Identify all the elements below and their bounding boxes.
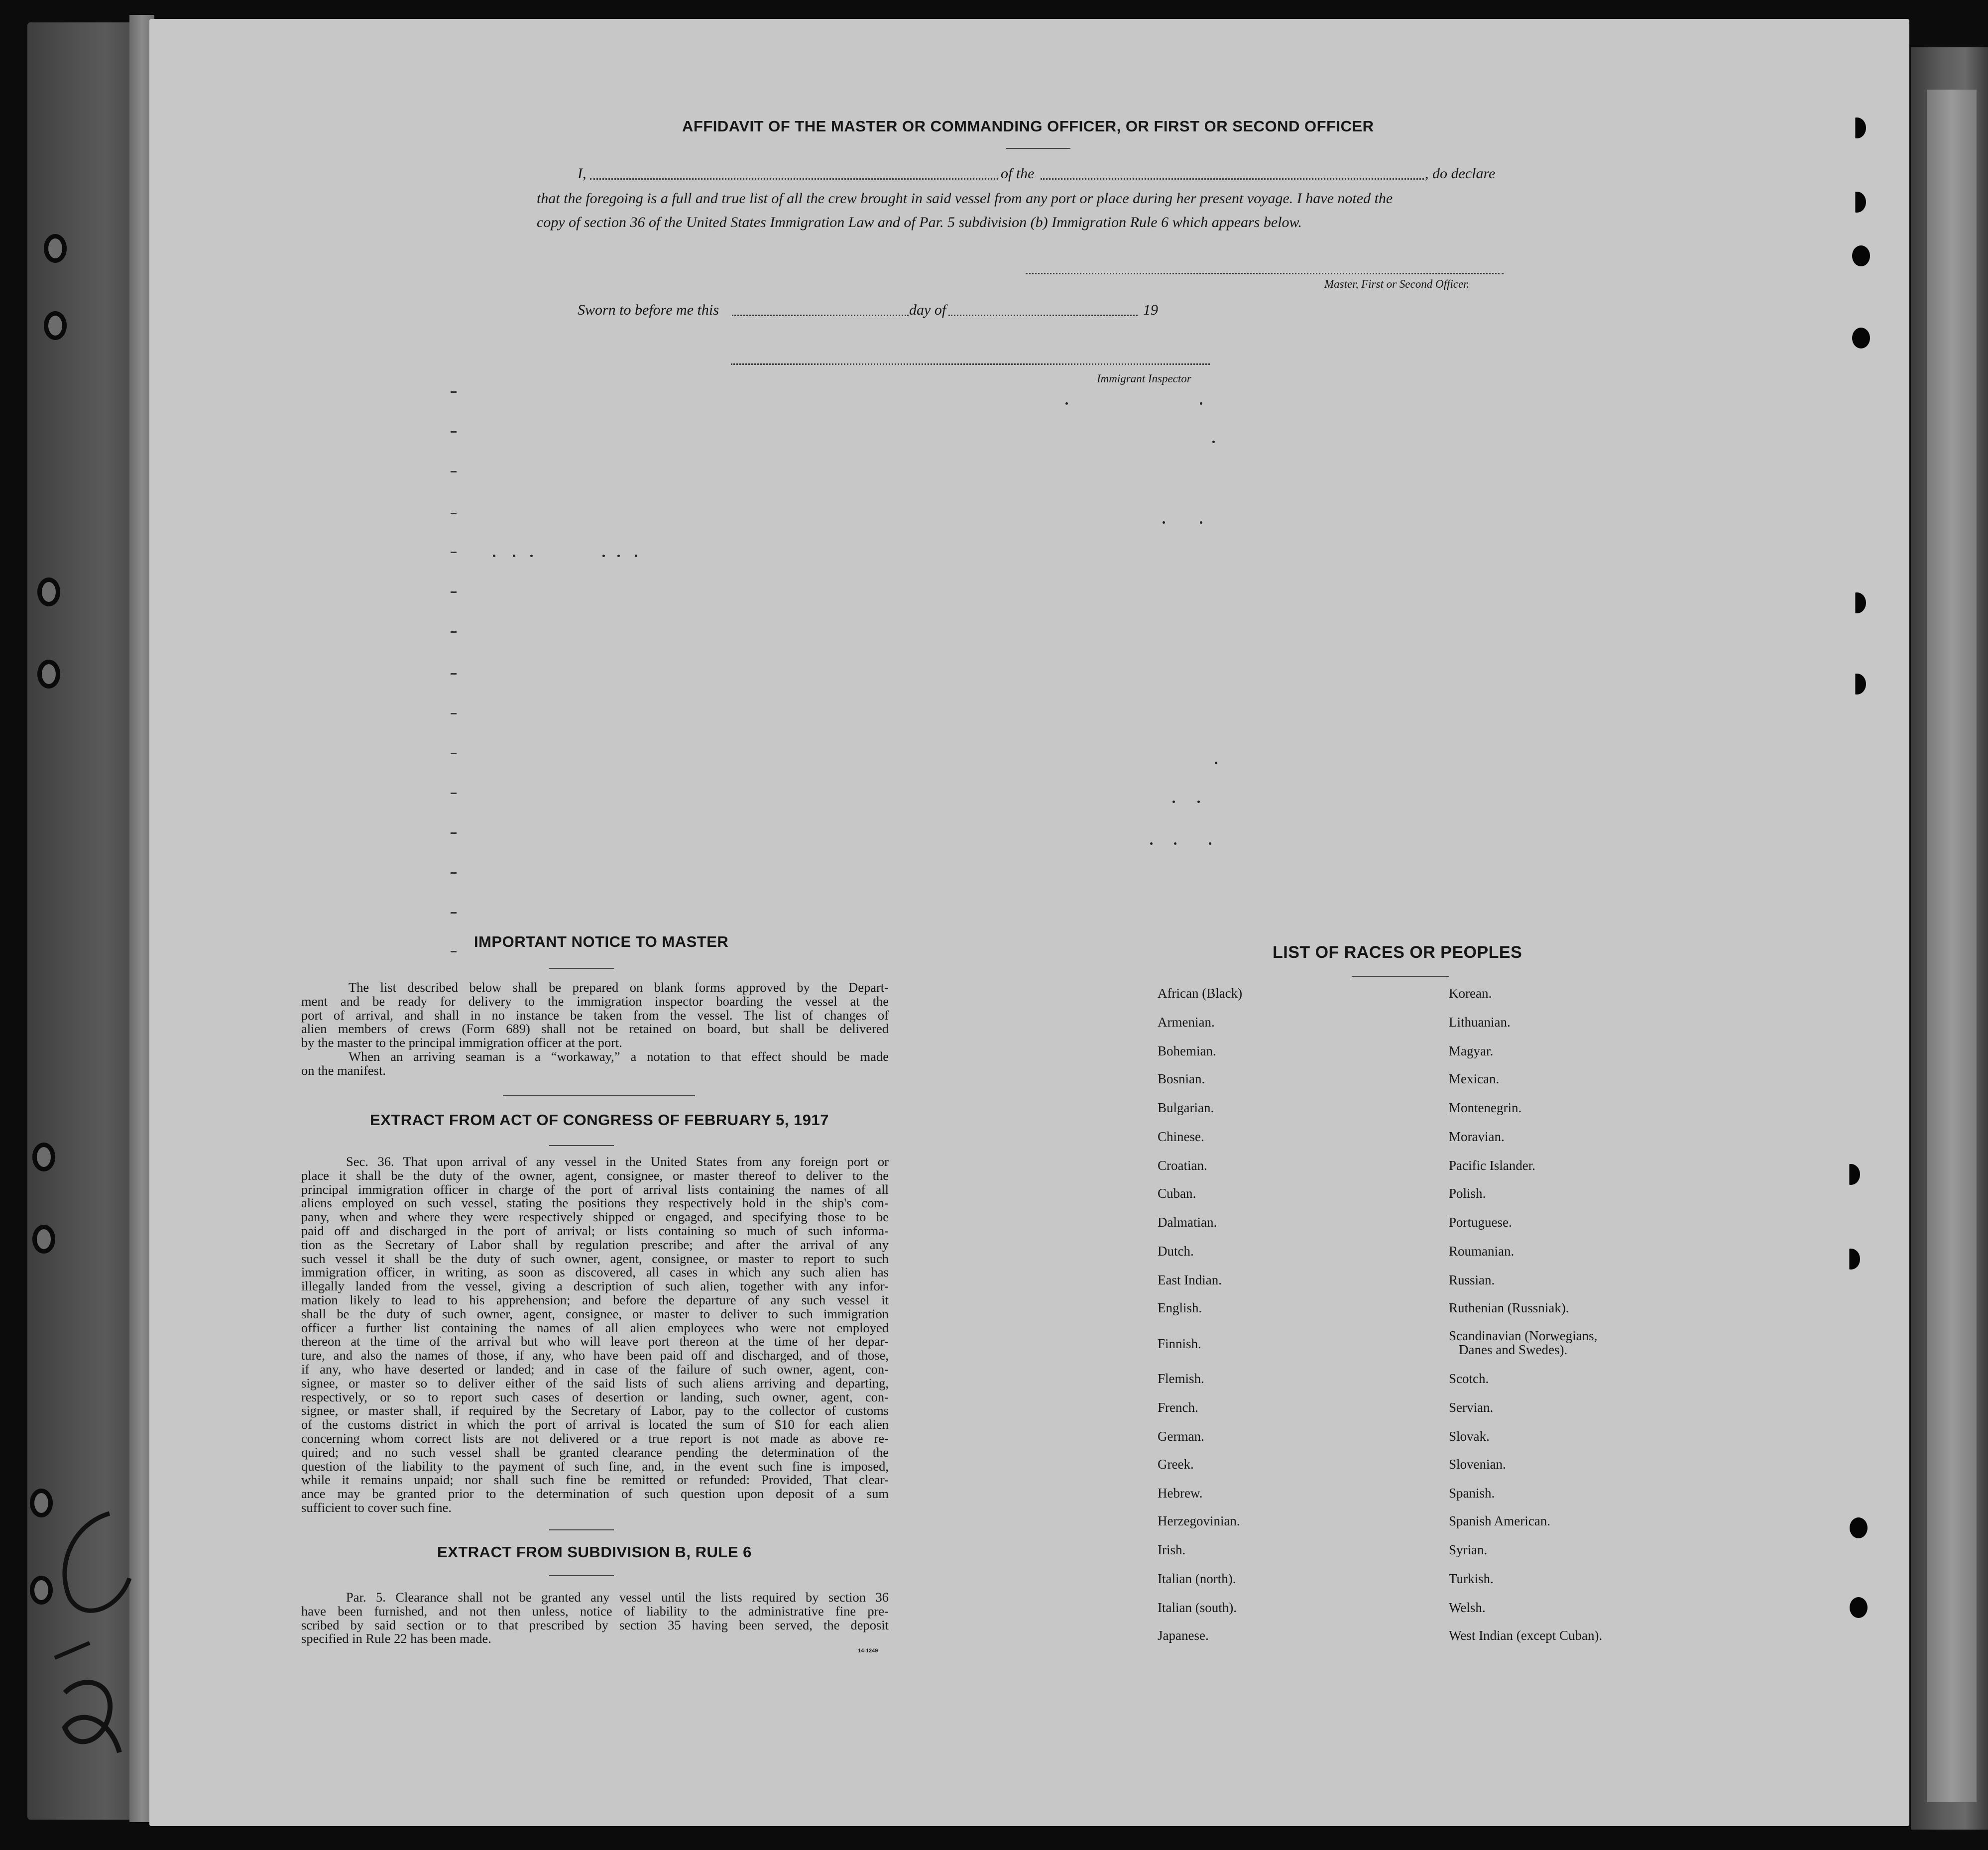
- race-item: German.: [1158, 1429, 1204, 1444]
- section-rule: [549, 1529, 614, 1530]
- rule-line: have been furnished, and not then unless, notice of liability to the administrative fine pre-: [301, 1603, 889, 1619]
- sworn-day-of-label: day of: [909, 302, 946, 318]
- race-item: East Indian.: [1158, 1272, 1222, 1287]
- act-line: Sec. 36. That upon arrival of any vessel in the United States from any foreign port or: [346, 1154, 889, 1169]
- speck: [1212, 441, 1215, 443]
- race-item: Scandinavian (Norwegians,: [1449, 1328, 1598, 1343]
- section-rule: [503, 1095, 695, 1096]
- act-line: question of the liability to the payment of such fine, and, in the event such fine is imposed,: [301, 1458, 889, 1474]
- race-item: Welsh.: [1449, 1600, 1486, 1615]
- race-item: Moravian.: [1449, 1129, 1505, 1144]
- punch-hole: [1842, 1164, 1860, 1185]
- heading-rule: [1006, 148, 1070, 149]
- race-item: Magyar.: [1449, 1043, 1494, 1058]
- notice-line: on the manifest.: [301, 1062, 386, 1078]
- notice-line: by the master to the principal immigration officer at the port.: [301, 1035, 622, 1050]
- race-item: Montenegrin.: [1449, 1100, 1522, 1115]
- act-line: tion as the Secretary of Labor shall by regulation prescribe; and after the arrival of any: [301, 1237, 889, 1252]
- notice-line: The list described below shall be prepared on blank forms approved by the Depart-: [349, 980, 889, 995]
- list-dash: [451, 832, 457, 834]
- race-item: Flemish.: [1158, 1371, 1204, 1386]
- affidavit-declare-label: , do declare: [1425, 165, 1496, 182]
- act-line: pany, when and where they were respectively shipped or engaged, and specifying those to be: [301, 1209, 889, 1225]
- punch-hole: [1848, 117, 1866, 138]
- inspector-signature-field[interactable]: [731, 363, 1210, 365]
- act-line: thereon at the time of the arrival but who will leave port thereon at the time of her depar-: [301, 1334, 889, 1349]
- affidavit-i-label: I,: [578, 165, 586, 182]
- rule-extract-body: [301, 1591, 889, 1646]
- rule-line: scribed by said section or to that prescribed by section 35 having been served, the deposit: [301, 1617, 889, 1632]
- list-dash: [451, 872, 457, 874]
- notice-line: When an arriving seaman is a “workaway,” a notation to that effect should be made: [349, 1048, 889, 1064]
- act-line: mation likely to lead to his apprehension; and before the departure of any such vessel it: [301, 1292, 889, 1307]
- act-line: ture, and also the names of those, if any, who have been paid off and discharged, and of those,: [301, 1348, 889, 1363]
- race-item: Ruthenian (Russniak).: [1449, 1300, 1569, 1315]
- speck: [1150, 842, 1153, 845]
- act-extract-heading: EXTRACT FROM ACT OF CONGRESS OF FEBRUARY 5, 1917: [370, 1111, 829, 1129]
- master-signature-label: Master, First or Second Officer.: [1324, 278, 1470, 290]
- speck: [1215, 762, 1217, 764]
- race-item: Roumanian.: [1449, 1244, 1515, 1259]
- speck: [1065, 402, 1068, 405]
- race-item: Mexican.: [1449, 1071, 1500, 1086]
- race-item: Polish.: [1449, 1186, 1486, 1201]
- master-name-field[interactable]: [590, 178, 998, 180]
- race-item: Cuban.: [1158, 1186, 1196, 1201]
- race-item: Croatian.: [1158, 1158, 1207, 1173]
- binder-ring: [37, 660, 60, 689]
- race-item: Spanish American.: [1449, 1513, 1550, 1528]
- race-item: Pacific Islander.: [1449, 1158, 1535, 1173]
- speck: [1200, 402, 1202, 405]
- heading-rule: [549, 1575, 614, 1576]
- punch-hole: [1852, 328, 1870, 348]
- race-item: Korean.: [1449, 986, 1492, 1001]
- list-dash: [451, 431, 457, 433]
- race-item-continuation: Danes and Swedes).: [1459, 1342, 1568, 1357]
- race-item: Dutch.: [1158, 1244, 1194, 1259]
- speck: [1209, 842, 1211, 845]
- race-item: Lithuanian.: [1449, 1015, 1511, 1030]
- manifest-page: [149, 19, 1909, 1826]
- speck: [602, 555, 605, 557]
- race-item: Spanish.: [1449, 1486, 1495, 1501]
- punch-hole: [1850, 1517, 1868, 1538]
- notice-line: alien members of crews (Form 689) shall not be retained on board, but shall be delivered: [301, 1021, 889, 1037]
- act-line: if any, who have deserted or landed; and in case of the failure of such owner, agent, con-: [301, 1361, 889, 1377]
- punch-hole: [1848, 592, 1866, 613]
- binder-ring: [44, 311, 67, 340]
- punch-hole: [1848, 674, 1866, 694]
- speck: [1197, 801, 1200, 803]
- list-dash: [451, 513, 457, 514]
- punch-hole: [1842, 1249, 1860, 1270]
- heading-rule: [1352, 976, 1449, 977]
- speck: [617, 555, 620, 557]
- act-line: place it shall be the duty of the owner, agent, consignee, or master thereof to deliver to the: [301, 1167, 889, 1183]
- act-line: ance may be granted prior to the determination of such question upon deposit of a sum: [301, 1486, 889, 1502]
- binder-ring: [32, 1143, 55, 1171]
- list-dash: [451, 552, 457, 553]
- affidavit-of-the-label: of the: [1001, 165, 1035, 182]
- sworn-label: Sworn to before me this: [578, 302, 719, 318]
- act-line: aliens employed on such vessel, stating the positions they respectively hold in the ship's com-: [301, 1195, 889, 1211]
- notice-line: ment and be ready for delivery to the immigration inspector boarding the vessel at the: [301, 993, 889, 1009]
- notice-line: port of arrival, and shall in no instance be taken from the vessel. The list of changes of: [301, 1007, 889, 1023]
- race-item: Servian.: [1449, 1400, 1494, 1415]
- race-item: Slovenian.: [1449, 1457, 1506, 1472]
- race-item: Bosnian.: [1158, 1071, 1205, 1086]
- act-line: respectively, or so to report such cases of desertion or landing, such owner, agent, con-: [301, 1389, 889, 1404]
- act-line: immigration officer, in writing, as soon as discovered, all cases in which any such alien has: [301, 1265, 889, 1280]
- notice-heading: IMPORTANT NOTICE TO MASTER: [474, 933, 729, 950]
- act-line: quired; and no such vessel shall be granted clearance pending the determination of the: [301, 1444, 889, 1460]
- act-line: officer a further list containing the names of all alien employees who were not employed: [301, 1320, 889, 1335]
- race-item: Syrian.: [1449, 1542, 1488, 1557]
- list-dash: [451, 713, 457, 714]
- heading-rule: [549, 1145, 614, 1146]
- affidavit-line-3: copy of section 36 of the United States Immigration Law and of Par. 5 subdivision (b) Immigration Rule 6 which appears below.: [537, 214, 1302, 231]
- race-item: Scotch.: [1449, 1371, 1489, 1386]
- master-signature-field[interactable]: [1026, 273, 1504, 274]
- race-item: Slovak.: [1449, 1429, 1490, 1444]
- race-item: Bulgarian.: [1158, 1100, 1214, 1115]
- race-item: Italian (north).: [1158, 1571, 1236, 1586]
- act-line: sufficient to cover such fine.: [301, 1500, 452, 1515]
- act-line: illegally landed from the vessel, giving a description of such alien, together with any infor-: [301, 1278, 889, 1294]
- heading-rule: [549, 968, 614, 969]
- race-item: English.: [1158, 1300, 1202, 1315]
- sworn-date-field[interactable]: [732, 315, 909, 316]
- act-extract-body: [301, 1155, 889, 1515]
- binder-ring: [32, 1225, 55, 1254]
- pencil-scrawl-mark: [35, 1494, 144, 1772]
- act-line: of the customs district in which the port of arrival is located the sum of $10 for each alien: [301, 1417, 889, 1432]
- list-dash: [451, 391, 457, 393]
- race-item: French.: [1158, 1400, 1198, 1415]
- race-item: Japanese.: [1158, 1628, 1209, 1643]
- speck: [530, 555, 533, 557]
- punch-hole: [1850, 1597, 1868, 1618]
- sworn-year-label: 19: [1143, 302, 1158, 318]
- race-item: Armenian.: [1158, 1015, 1215, 1030]
- inspector-label: Immigrant Inspector: [1097, 372, 1191, 385]
- act-line: signee, or master shall, if required by the Secretary of Labor, pay to the collector of customs: [301, 1403, 889, 1418]
- race-item: Chinese.: [1158, 1129, 1204, 1144]
- speck: [513, 555, 515, 557]
- list-dash: [451, 673, 457, 675]
- notice-paragraph-1: [301, 981, 889, 1078]
- list-dash: [451, 631, 457, 633]
- rule-line: Par. 5. Clearance shall not be granted any vessel until the lists required by section 36: [346, 1590, 889, 1605]
- act-line: while it remains unpaid; nor shall such fine be remitted or refunded: Provided, That clear-: [301, 1472, 889, 1488]
- list-dash: [451, 793, 457, 794]
- affidavit-line-2: that the foregoing is a full and true list of all the crew brought in said vessel from any port or place during her present voyage. I have noted the: [537, 190, 1393, 207]
- list-dash: [451, 912, 457, 914]
- act-line: signee, or master so to deliver either of the said lists of such aliens arriving and departing,: [301, 1375, 889, 1390]
- rule-extract-heading: EXTRACT FROM SUBDIVISION B, RULE 6: [437, 1543, 752, 1561]
- list-dash: [451, 753, 457, 754]
- affidavit-heading: AFFIDAVIT OF THE MASTER OR COMMANDING OFFICER, OR FIRST OR SECOND OFFICER: [682, 117, 1374, 135]
- act-line: concerning whom correct lists are not delivered or a true report is not made as above re-: [301, 1430, 889, 1446]
- list-dash: [451, 951, 457, 952]
- race-item: Greek.: [1158, 1457, 1194, 1472]
- rule-line: specified in Rule 22 has been made.: [301, 1631, 491, 1646]
- speck: [1172, 801, 1175, 803]
- act-line: principal immigration officer in charge of the port of arrival lists containing the names of all: [301, 1181, 889, 1197]
- sworn-month-field[interactable]: [948, 315, 1138, 316]
- race-item: African (Black): [1158, 986, 1243, 1001]
- punch-hole: [1848, 192, 1866, 213]
- list-dash: [451, 591, 457, 593]
- race-item: Irish.: [1158, 1542, 1186, 1557]
- race-item: Russian.: [1449, 1272, 1495, 1287]
- race-item: Herzegovinian.: [1158, 1513, 1240, 1528]
- race-item: West Indian (except Cuban).: [1449, 1628, 1603, 1643]
- stacked-pages-edge-highlight: [1927, 90, 1977, 1802]
- list-dash: [451, 471, 457, 472]
- binder-ring: [44, 234, 67, 263]
- speck: [635, 555, 637, 557]
- act-line: such vessel it shall be the duty of such owner, agent, consignee, or master to report to such: [301, 1251, 889, 1266]
- race-item: Finnish.: [1158, 1336, 1201, 1351]
- speck: [1200, 521, 1202, 524]
- act-line: shall be the duty of such owner, agent, consignee, or master to deliver to such immigration: [301, 1306, 889, 1321]
- race-item: Portuguese.: [1449, 1215, 1512, 1230]
- races-heading: LIST OF RACES OR PEOPLES: [1273, 943, 1522, 962]
- punch-hole: [1852, 245, 1870, 266]
- form-number: 14-1249: [858, 1648, 878, 1654]
- race-item: Dalmatian.: [1158, 1215, 1217, 1230]
- race-item: Italian (south).: [1158, 1600, 1237, 1615]
- race-item: Hebrew.: [1158, 1486, 1203, 1501]
- speck: [493, 555, 495, 557]
- vessel-name-field[interactable]: [1041, 178, 1424, 180]
- act-line: paid off and discharged in the port of arrival; or lists containing so much of such informa-: [301, 1223, 889, 1238]
- race-item: Bohemian.: [1158, 1043, 1216, 1058]
- speck: [1163, 521, 1165, 524]
- speck: [1174, 842, 1176, 845]
- binder-ring: [37, 578, 60, 606]
- race-item: Turkish.: [1449, 1571, 1494, 1586]
